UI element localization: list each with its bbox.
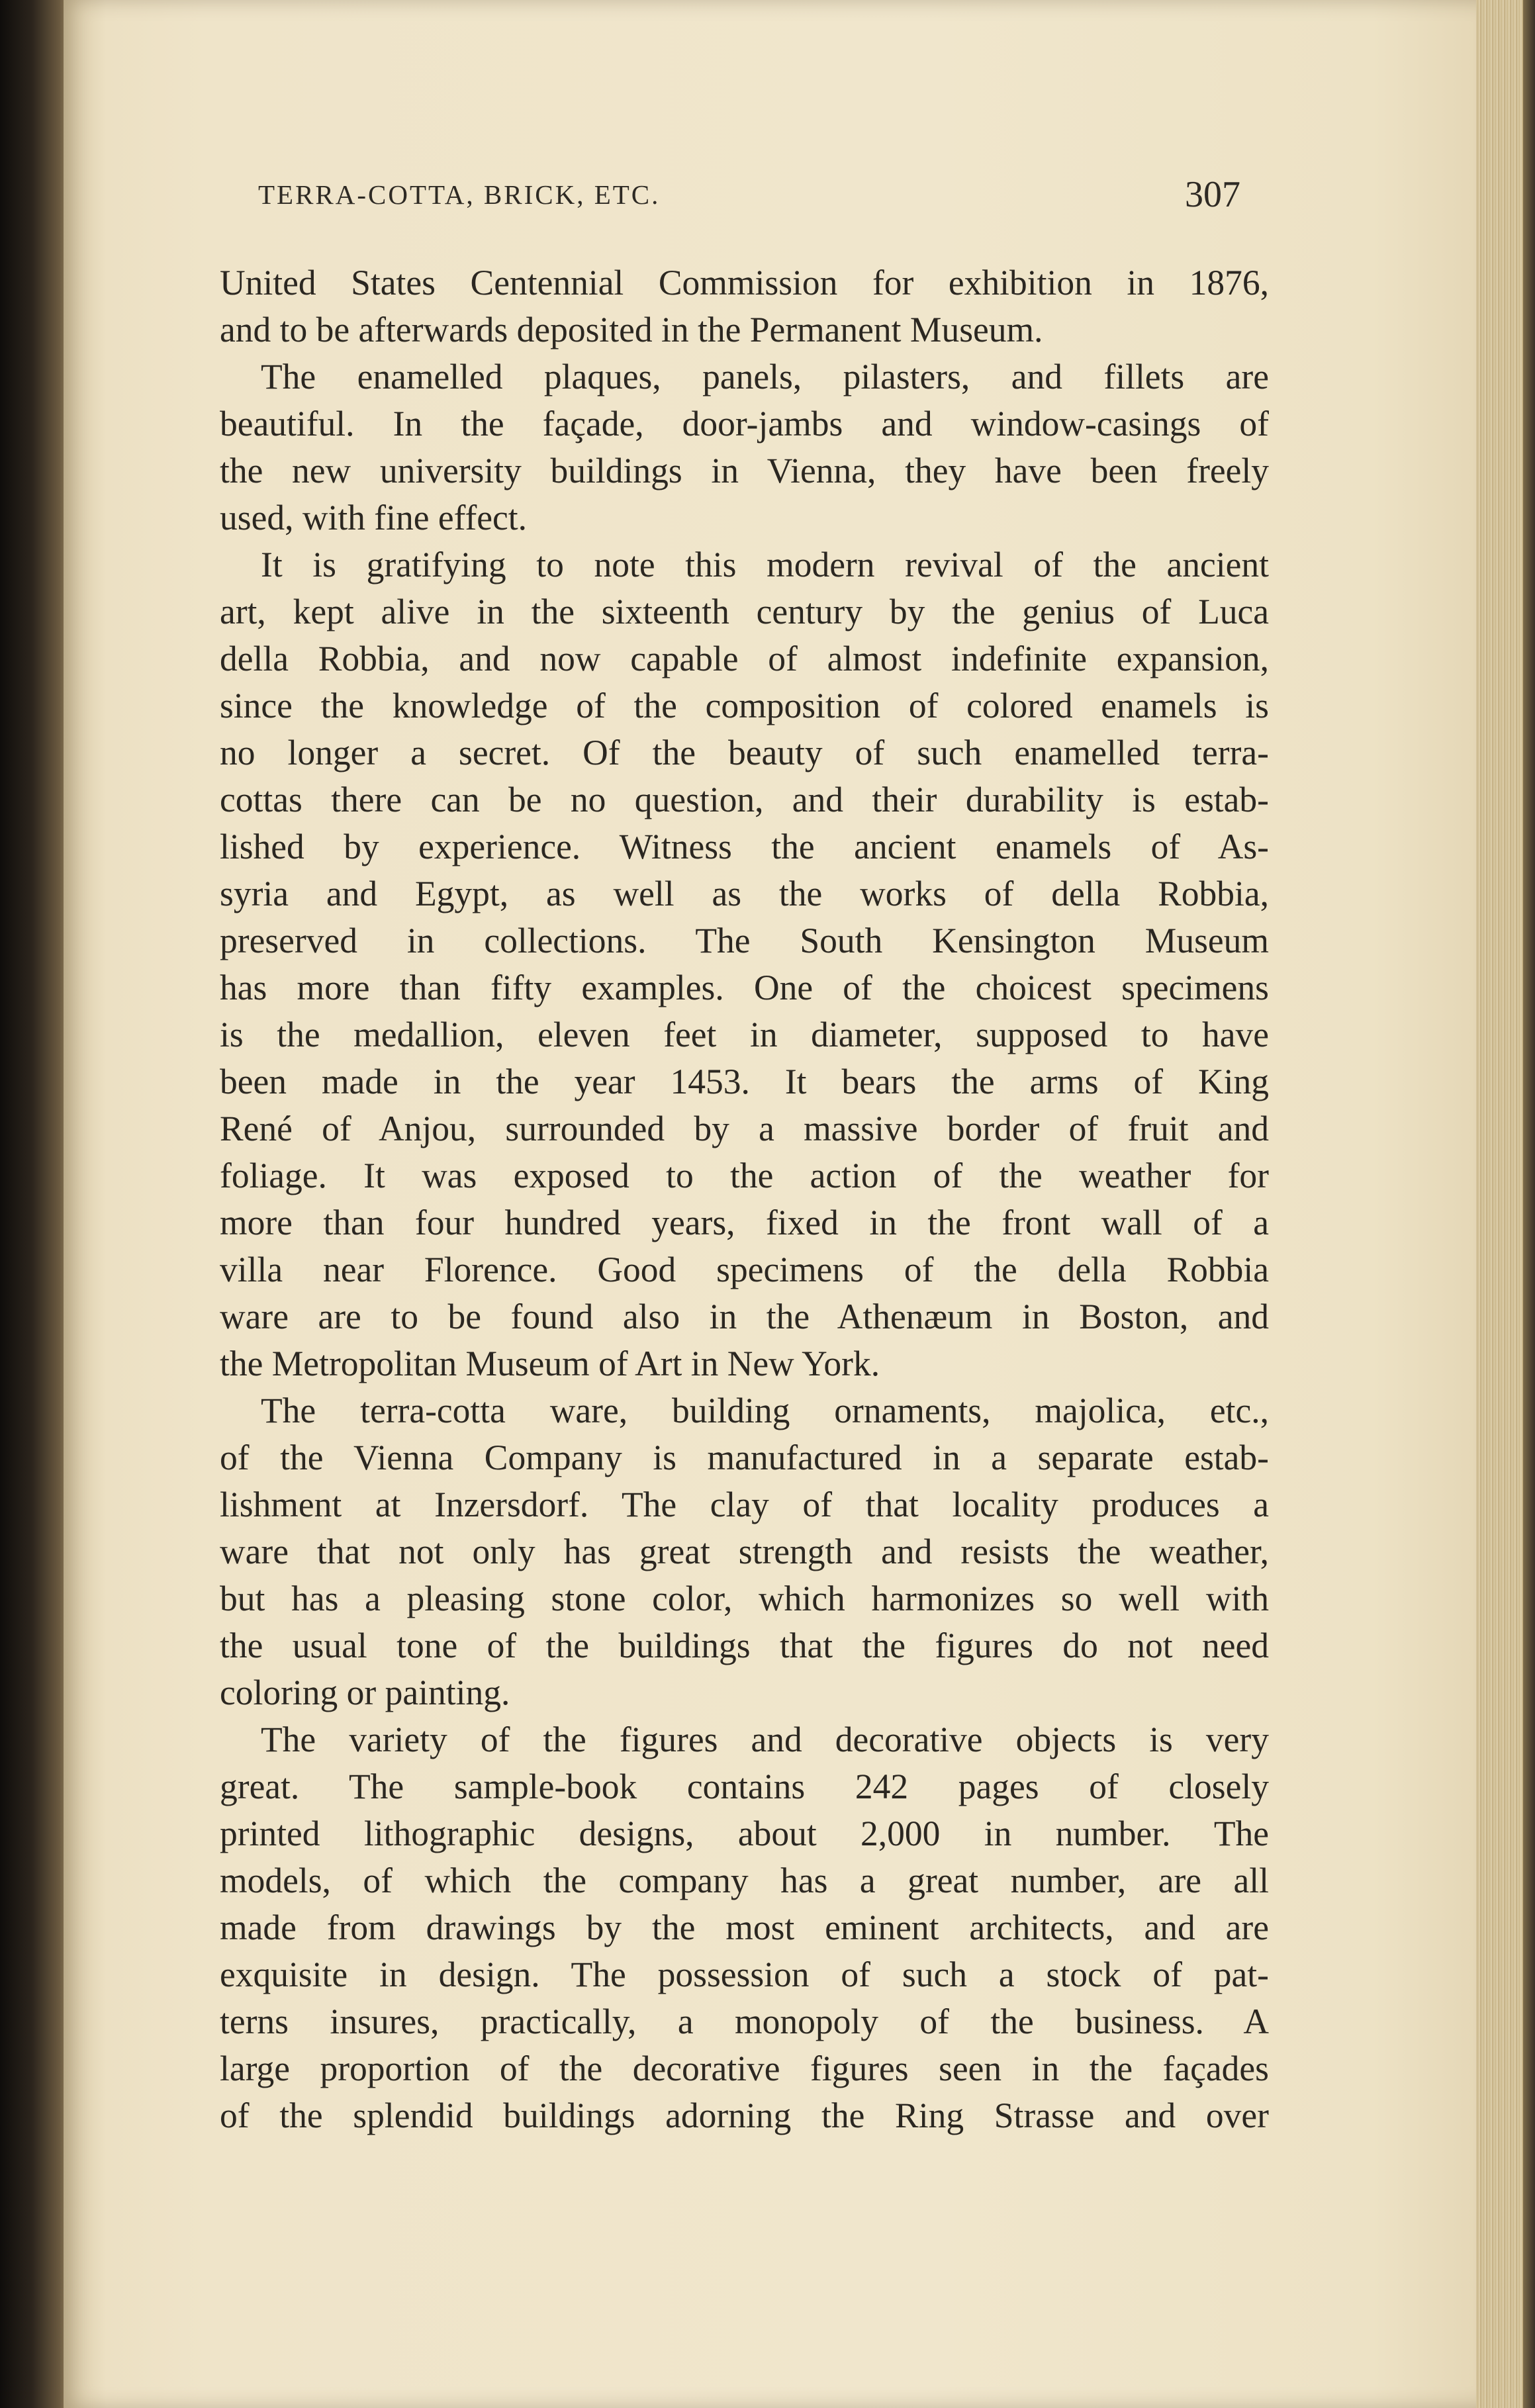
text-line: the Metropolitan Museum of Art in New York. (220, 1344, 880, 1383)
text-line: The variety of the figures and decorative objects is very (261, 1720, 1269, 1759)
text-line: of the splendid buildings adorning the Ring Strasse and over (220, 2096, 1269, 2135)
text-line: great. The sample-book contains 242 pages of closely (220, 1767, 1269, 1806)
text-line: since the knowledge of the composition of colored enamels is (220, 686, 1269, 725)
paragraph-3 (220, 541, 1269, 1387)
text-line: is the medallion, eleven feet in diameter, supposed to have (220, 1015, 1269, 1054)
paragraph-2 (220, 353, 1269, 541)
text-line: The terra-cotta ware, building ornaments, majolica, etc., (261, 1391, 1269, 1430)
running-title: TERRA-COTTA, BRICK, ETC. (258, 179, 661, 210)
text-line: cottas there can be no question, and their durability is estab- (220, 780, 1269, 819)
text-line: no longer a secret. Of the beauty of such enamelled terra- (220, 733, 1269, 772)
body-text (220, 259, 1269, 2139)
text-line: ware are to be found also in the Athenæum in Boston, and (220, 1297, 1269, 1336)
paragraph-4 (220, 1387, 1269, 1716)
text-line: and to be afterwards deposited in the Permanent Museum. (220, 310, 1043, 349)
paragraph-1 (220, 259, 1269, 353)
text-line: preserved in collections. The South Kensington Museum (220, 921, 1269, 960)
text-line: villa near Florence. Good specimens of the della Robbia (220, 1250, 1269, 1289)
text-line: The enamelled plaques, panels, pilasters, and fillets are (261, 357, 1269, 396)
text-line: more than four hundred years, fixed in the front wall of a (220, 1203, 1269, 1242)
text-line: René of Anjou, surrounded by a massive border of fruit and (220, 1109, 1269, 1148)
text-line: It is gratifying to note this modern revival of the ancient (261, 545, 1269, 584)
text-line: models, of which the company has a great number, are all (220, 1861, 1269, 1900)
text-line: the new university buildings in Vienna, they have been freely (220, 451, 1269, 490)
text-line: syria and Egypt, as well as the works of della Robbia, (220, 874, 1269, 913)
text-line: has more than fifty examples. One of the choicest specimens (220, 968, 1269, 1007)
text-line: terns insures, practically, a monopoly of the business. A (220, 2002, 1269, 2041)
page-number: 307 (1185, 174, 1240, 215)
text-line: the usual tone of the buildings that the figures do not need (220, 1626, 1269, 1665)
text-line: used, with fine effect. (220, 498, 527, 537)
text-line: della Robbia, and now capable of almost indefinite expansion, (220, 639, 1269, 678)
paragraph-5 (220, 1716, 1269, 2139)
text-line: but has a pleasing stone color, which harmonizes so well with (220, 1579, 1269, 1618)
text-line: large proportion of the decorative figures seen in the façades (220, 2049, 1269, 2088)
text-line: lishment at Inzersdorf. The clay of that locality produces a (220, 1485, 1269, 1524)
text-line: foliage. It was exposed to the action of the weather for (220, 1156, 1269, 1195)
text-line: United States Centennial Commission for exhibition in 1876, (220, 263, 1269, 302)
text-line: art, kept alive in the sixteenth century by the genius of Luca (220, 592, 1269, 631)
page-edges-right (1476, 0, 1535, 2408)
text-line: printed lithographic designs, about 2,000 in number. The (220, 1814, 1269, 1853)
text-line: beautiful. In the façade, door-jambs and window-casings of (220, 404, 1269, 443)
text-line: of the Vienna Company is manufactured in a separate estab- (220, 1438, 1269, 1477)
text-line: ware that not only has great strength and resists the weather, (220, 1532, 1269, 1571)
text-line: made from drawings by the most eminent architects, and are (220, 1908, 1269, 1947)
text-line: exquisite in design. The possession of such a stock of pat- (220, 1955, 1269, 1994)
text-line: coloring or painting. (220, 1673, 510, 1712)
text-line: lished by experience. Witness the ancient enamels of As- (220, 827, 1269, 866)
text-line: been made in the year 1453. It bears the arms of King (220, 1062, 1269, 1101)
